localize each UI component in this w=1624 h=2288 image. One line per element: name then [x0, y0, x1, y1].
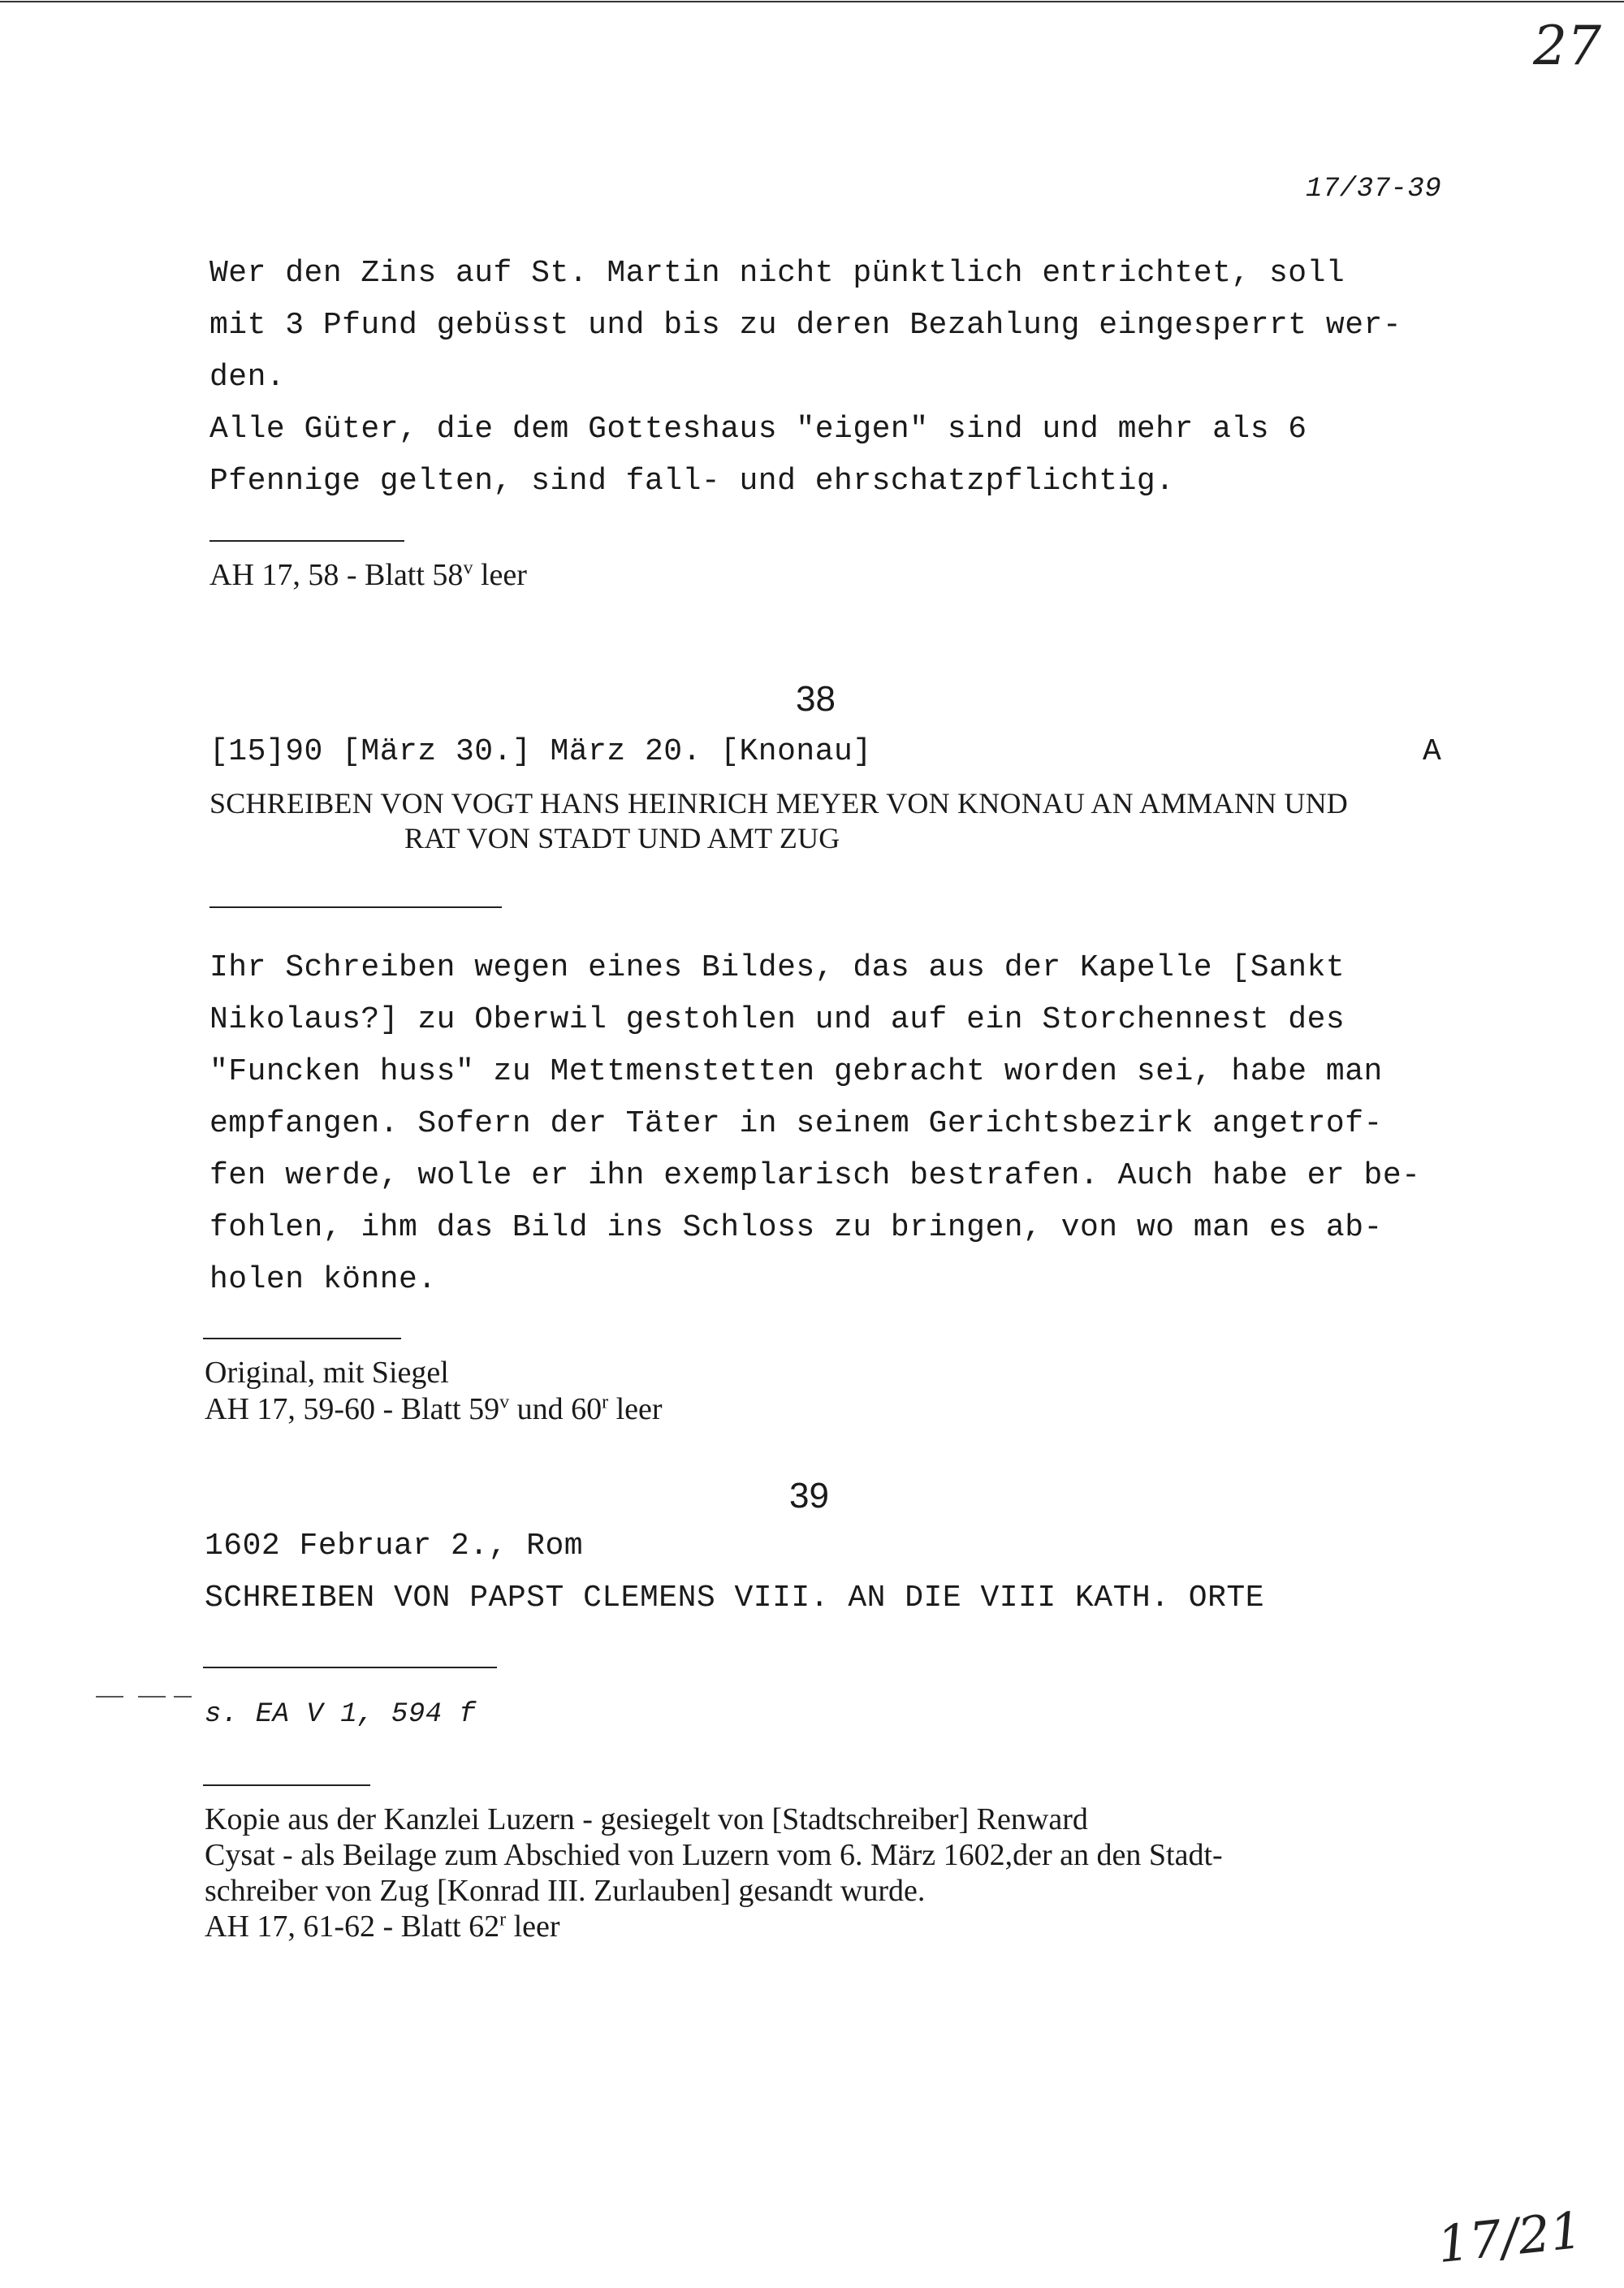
body-line: holen könne. — [209, 1262, 437, 1297]
entry-number: 38 — [796, 679, 836, 719]
source-folio-suffix: leer — [608, 1392, 663, 1426]
footnote-divider — [203, 1784, 370, 1786]
body-line: "Funcken huss" zu Mettmenstetten gebracht worden sei, habe man — [209, 1054, 1383, 1089]
scan-mark — [96, 1696, 123, 1698]
previous-entry-text — [209, 248, 1402, 508]
body-line: fen werde, wolle er ihn exemplarisch bestrafen. Auch habe er be- — [209, 1158, 1421, 1193]
title-divider — [203, 1667, 497, 1668]
folio-verso-mark: v — [463, 557, 473, 579]
entry-number: 39 — [789, 1476, 829, 1516]
scan-mark — [138, 1696, 166, 1698]
folio-recto-mark: r — [602, 1391, 609, 1413]
handwritten-archive-number: 17/21 — [1434, 2199, 1586, 2275]
entry-title-line: SCHREIBEN VON PAPST CLEMENS VIII. AN DIE VIII KATH. ORTE — [205, 1581, 1265, 1615]
body-line: Nikolaus?] zu Oberwil gestohlen und auf ein Storchennest des — [209, 1002, 1345, 1037]
footnote-divider — [203, 1338, 401, 1339]
scan-edge-line — [0, 1, 1624, 2]
entry-body — [209, 942, 1420, 1306]
text-line: mit 3 Pfund gebüsst und bis zu deren Bezahlung eingesperrt wer- — [209, 308, 1402, 343]
previous-entry-source-note — [209, 557, 527, 593]
entry-date-line: [15]90 [März 30.] März 20. [Knonau] — [209, 734, 872, 769]
handwritten-page-number: 27 — [1533, 15, 1601, 77]
text-line: Wer den Zins auf St. Martin nicht pünktlich entrichtet, soll — [209, 256, 1345, 291]
entry-source-notes — [205, 1801, 1223, 1944]
source-folio-note — [205, 1391, 663, 1427]
text-line: Pfennige gelten, sind fall- und ehrschatzpflichtig. — [209, 464, 1175, 499]
folio-verso-mark: v — [499, 1391, 510, 1413]
entry-title-line: SCHREIBEN VON VOGT HANS HEINRICH MEYER VON KNONAU AN AMMANN UND — [209, 787, 1349, 820]
body-line: Ihr Schreiben wegen eines Bildes, das aus der Kapelle [Sankt — [209, 950, 1345, 985]
body-line: fohlen, ihm das Bild ins Schloss zu bringen, von wo man es ab- — [209, 1210, 1383, 1245]
source-original-note: Original, mit Siegel — [205, 1356, 449, 1390]
source-note-suffix: leer — [473, 558, 527, 592]
source-folio-mid: und 60 — [509, 1392, 603, 1426]
reference-range: 17/37-39 — [1306, 174, 1442, 205]
scan-mark — [174, 1696, 192, 1698]
text-line: Alle Güter, die dem Gotteshaus "eigen" sind und mehr als 6 — [209, 412, 1307, 447]
edition-reference: s. EA V 1, 594 f — [205, 1699, 477, 1730]
source-folio-suffix: leer — [506, 1910, 560, 1944]
entry-marker: A — [1423, 734, 1442, 769]
title-divider — [209, 906, 502, 908]
folio-recto-mark: r — [499, 1909, 507, 1931]
entry-date-line: 1602 Februar 2., Rom — [205, 1529, 584, 1564]
source-folio-text: AH 17, 61-62 - Blatt 62 — [205, 1910, 500, 1944]
source-note-line — [205, 1909, 1223, 1944]
entry-title-line: RAT VON STADT UND AMT ZUG — [404, 822, 840, 854]
source-folio-text: AH 17, 59-60 - Blatt 59 — [205, 1392, 500, 1426]
footnote-divider — [209, 540, 404, 542]
source-note-line: schreiber von Zug [Konrad III. Zurlauben] gesandt wurde. — [205, 1874, 926, 1908]
text-line: den. — [209, 360, 286, 395]
source-note-line: Cysat - als Beilage zum Abschied von Luzern vom 6. März 1602,der an den Stadt- — [205, 1838, 1223, 1872]
body-line: empfangen. Sofern der Täter in seinem Gerichtsbezirk angetrof- — [209, 1106, 1383, 1141]
source-note-line: Kopie aus der Kanzlei Luzern - gesiegelt von [Stadtschreiber] Renward — [205, 1802, 1088, 1836]
source-note-text: AH 17, 58 - Blatt 58 — [209, 558, 464, 592]
